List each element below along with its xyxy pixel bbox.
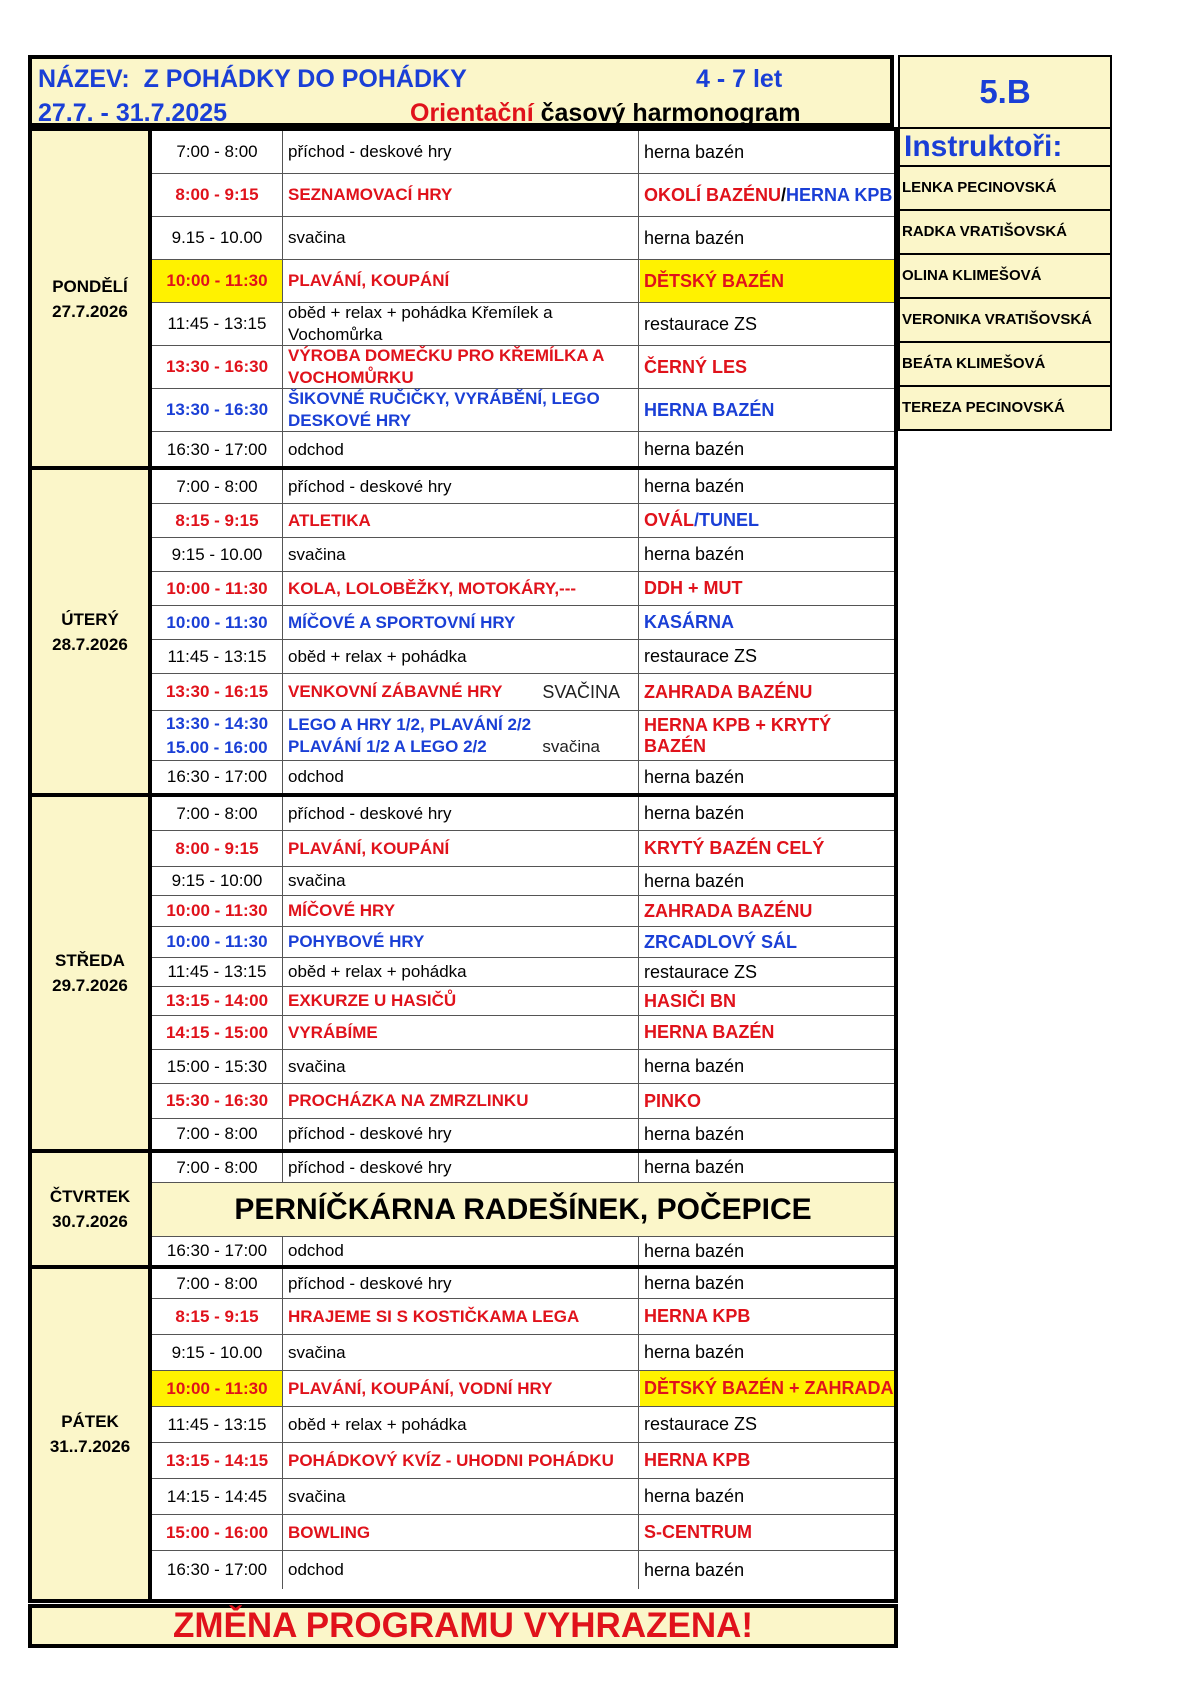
place-cell: restaurace ZS	[644, 313, 758, 334]
time-line: 13:30 - 14:30	[165, 713, 269, 733]
day-rows	[152, 131, 894, 466]
table-row	[152, 470, 894, 504]
activity-cell: příchod - deskové hry	[283, 1119, 639, 1149]
place-cell: herna bazén	[644, 1123, 745, 1144]
instructors-panel	[898, 55, 1112, 431]
day-name: STŘEDA	[55, 951, 125, 970]
instructor-name: BEÁTA KLIMEŠOVÁ	[898, 343, 1112, 387]
time-cell: 16:30 - 17:00	[152, 761, 283, 793]
table-row	[152, 711, 894, 761]
activity-cell: svačina	[283, 1050, 639, 1083]
table-row	[152, 346, 894, 389]
time-cell: 9:15 - 10:00	[152, 867, 283, 895]
table-row	[152, 572, 894, 606]
place-cell: herna bazén	[644, 227, 745, 248]
place-cell: herna bazén	[644, 544, 745, 564]
activity-cell: příchod - deskové hry	[283, 470, 639, 503]
time-cell: 7:00 - 8:00	[152, 470, 283, 503]
activity-cell: svačina	[283, 1335, 639, 1370]
activity-cell: svačina	[283, 538, 639, 571]
day-label	[32, 1153, 152, 1265]
activity-cell: svačina	[283, 1479, 639, 1514]
activity-cell: odchod	[283, 1551, 639, 1589]
place-cell: herna bazén	[644, 1273, 745, 1293]
snack-note: SVAČINA	[542, 682, 620, 702]
table-row	[152, 674, 894, 711]
table-row	[152, 987, 894, 1016]
age-range: 4 - 7 let	[696, 65, 783, 93]
place-cell: PINKO	[644, 1090, 702, 1111]
time-cell: 8:15 - 9:15	[152, 1299, 283, 1334]
place-cell: DĚTSKÝ BAZÉN + ZAHRADA	[640, 1371, 894, 1406]
place-part: OKOLÍ BAZÉNU	[644, 184, 781, 205]
day-block-thursday	[28, 1149, 898, 1269]
table-row	[152, 1443, 894, 1479]
activity-cell: MÍČOVÉ HRY	[283, 896, 639, 926]
time-cell: 16:30 - 17:00	[152, 1551, 283, 1589]
place-cell: restaurace ZS	[644, 646, 758, 666]
snack-note: svačina	[542, 737, 600, 756]
day-block-friday	[28, 1265, 898, 1603]
place-cell: restaurace ZS	[644, 1414, 758, 1434]
table-row	[152, 1084, 894, 1119]
time-cell: 14:15 - 15:00	[152, 1016, 283, 1049]
time-cell: 8:00 - 9:15	[152, 174, 283, 216]
table-row	[152, 1153, 894, 1183]
table-row	[152, 896, 894, 927]
place-cell: herna bazén	[644, 1486, 745, 1506]
time-cell: 9.15 - 10.00	[152, 217, 283, 259]
time-cell: 11:45 - 13:15	[152, 640, 283, 673]
day-name: ÚTERÝ	[61, 609, 119, 629]
place-cell: herna bazén	[644, 1240, 745, 1261]
table-row	[152, 1299, 894, 1335]
table-row	[152, 1119, 894, 1149]
activity-cell: ATLETIKA	[283, 504, 639, 537]
place-cell: HERNA BAZÉN	[644, 399, 775, 420]
activity-cell: PLAVÁNÍ, KOUPÁNÍ	[283, 831, 639, 866]
class-label: 5.B	[898, 55, 1112, 129]
activity-cell: odchod	[283, 432, 639, 467]
place-cell: ZRCADLOVÝ SÁL	[644, 931, 797, 952]
activity-cell: POHYBOVÉ HRY	[283, 927, 639, 957]
activity-cell: příchod - deskové hry	[283, 1153, 639, 1182]
time-cell: 13:30 - 16:30	[152, 346, 283, 388]
day-name: ČTVRTEK	[49, 1187, 131, 1206]
place-part: HERNA KPB	[786, 184, 893, 205]
time-cell: 14:15 - 14:45	[152, 1479, 283, 1514]
table-row	[152, 1407, 894, 1443]
activity-cell: KOLA, LOLOBĚŽKY, MOTOKÁRY,---	[283, 572, 639, 605]
instructors-heading: Instruktoři:	[898, 129, 1112, 167]
table-row	[152, 1335, 894, 1371]
time-cell: 8:15 - 9:15	[152, 504, 283, 537]
day-rows	[152, 470, 894, 793]
place-cell: herna bazén	[644, 1342, 745, 1362]
activity-cell: VYRÁBÍME	[283, 1016, 639, 1049]
time-line: 15.00 - 16:00	[166, 737, 268, 757]
activity-text: VENKOVNÍ ZÁBAVNÉ HRY	[288, 682, 503, 701]
activity-cell: svačina	[283, 867, 639, 895]
activity-cell: příchod - deskové hry	[283, 797, 639, 830]
table-row	[152, 504, 894, 538]
place-cell: ZAHRADA BAZÉNU	[644, 900, 813, 921]
place-cell: KRYTÝ BAZÉN CELÝ	[644, 838, 825, 858]
activity-cell: PLAVÁNÍ, KOUPÁNÍ, VODNÍ HRY	[283, 1371, 639, 1406]
place-cell	[640, 174, 894, 216]
activity-cell: POHÁDKOVÝ KVÍZ - UHODNI POHÁDKU	[283, 1443, 639, 1478]
place-separator: /	[694, 510, 700, 530]
table-row	[152, 1371, 894, 1407]
time-cell: 7:00 - 8:00	[152, 1119, 283, 1149]
instructor-name: RADKA VRATIŠOVSKÁ	[898, 211, 1112, 255]
place-cell: restaurace ZS	[644, 961, 758, 982]
activity-cell: BOWLING	[283, 1515, 639, 1550]
activity-line: LEGO A HRY 1/2, PLAVÁNÍ 2/2	[288, 714, 532, 734]
day-label	[32, 1269, 152, 1599]
day-label	[32, 470, 152, 793]
place-cell: herna bazén	[644, 476, 745, 496]
place-cell: KASÁRNA	[644, 612, 734, 632]
day-block-monday	[28, 127, 898, 470]
place-cell: ČERNÝ LES	[644, 356, 748, 377]
day-date: 31..7.2026	[49, 1437, 131, 1456]
place-part: OVÁL	[644, 510, 695, 530]
table-row	[152, 606, 894, 640]
place-cell: herna bazén	[644, 141, 745, 162]
activity-cell: EXKURZE U HASIČŮ	[283, 987, 639, 1015]
time-cell: 10:00 - 11:30	[152, 927, 283, 957]
place-cell: herna bazén	[644, 1056, 745, 1076]
time-cell: 13:30 - 16:30	[152, 389, 283, 431]
time-cell: 10:00 - 11:30	[152, 260, 283, 302]
table-row	[152, 538, 894, 572]
activity-cell: SEZNAMOVACÍ HRY	[283, 174, 639, 216]
table-row	[152, 1479, 894, 1515]
table-row	[152, 131, 894, 174]
time-cell: 15:30 - 16:30	[152, 1084, 283, 1118]
instructor-name: VERONIKA VRATIŠOVSKÁ	[898, 299, 1112, 343]
table-row	[152, 260, 894, 303]
table-row	[152, 797, 894, 831]
time-cell: 15:00 - 16:00	[152, 1515, 283, 1550]
time-cell: 16:30 - 17:00	[152, 432, 283, 467]
activity-cell: příchod - deskové hry	[283, 1269, 639, 1298]
time-cell: 7:00 - 8:00	[152, 131, 283, 173]
program-dates: 27.7. - 31.7.2025	[38, 99, 228, 127]
activity-cell: VÝROBA DOMEČKU PRO KŘEMÍLKA A VOCHOMŮRKU	[283, 346, 639, 388]
activity-cell: PLAVÁNÍ, KOUPÁNÍ	[283, 260, 639, 302]
time-cell: 8:00 - 9:15	[152, 831, 283, 866]
day-label	[32, 797, 152, 1149]
time-cell: 10:00 - 11:30	[152, 606, 283, 639]
time-cell: 10:00 - 11:30	[152, 572, 283, 605]
day-rows	[152, 1153, 894, 1265]
activity-cell: MÍČOVÉ A SPORTOVNÍ HRY	[283, 606, 639, 639]
time-cell: 11:45 - 13:15	[152, 1407, 283, 1442]
time-cell: 13:15 - 14:15	[152, 1443, 283, 1478]
table-row	[152, 389, 894, 432]
activity-cell	[283, 711, 639, 760]
time-cell: 9:15 - 10.00	[152, 538, 283, 571]
instructor-name: LENKA PECINOVSKÁ	[898, 167, 1112, 211]
day-date: 28.7.2026	[52, 634, 128, 654]
table-row	[152, 831, 894, 867]
time-cell: 10:00 - 11:30	[152, 896, 283, 926]
place-cell: herna bazén	[644, 803, 745, 823]
table-row	[152, 640, 894, 674]
time-cell: 11:45 - 13:15	[152, 303, 283, 345]
place-cell: DĚTSKÝ BAZÉN	[640, 260, 894, 302]
time-cell: 7:00 - 8:00	[152, 1269, 283, 1298]
time-cell: 7:00 - 8:00	[152, 1153, 283, 1182]
table-row	[152, 1551, 894, 1589]
day-rows	[152, 797, 894, 1149]
place-cell: herna bazén	[644, 439, 745, 459]
day-name: PÁTEK	[61, 1412, 119, 1431]
time-cell: 15:00 - 15:30	[152, 1050, 283, 1083]
table-row	[152, 1515, 894, 1551]
subtitle-red: Orientační	[410, 99, 534, 127]
table-row	[152, 1050, 894, 1084]
day-block-tuesday	[28, 466, 898, 797]
table-row	[152, 1269, 894, 1299]
activity-line: PLAVÁNÍ 1/2 A LEGO 2/2	[288, 736, 487, 756]
activity-cell: příchod - deskové hry	[283, 131, 639, 173]
place-cell: HASIČI BN	[644, 990, 737, 1011]
activity-cell: PROCHÁZKA NA ZMRZLINKU	[283, 1084, 639, 1118]
time-cell: 11:45 - 13:15	[152, 958, 283, 986]
program-title: NÁZEV: Z POHÁDKY DO POHÁDKY	[38, 65, 467, 93]
time-cell: 9:15 - 10.00	[152, 1335, 283, 1370]
place-cell	[640, 504, 894, 537]
day-block-wednesday	[28, 793, 898, 1153]
place-cell: ZAHRADA BAZÉNU	[644, 681, 813, 702]
time-cell: 13:15 - 14:00	[152, 987, 283, 1015]
activity-cell: oběd + relax + pohádka	[283, 640, 639, 673]
activity-cell: oběd + relax + pohádka	[283, 1407, 639, 1442]
place-separator: /	[781, 184, 787, 205]
time-cell: 13:30 - 16:15	[152, 674, 283, 710]
activity-cell: odchod	[283, 1237, 639, 1265]
activity-cell: HRAJEME SI S KOSTIČKAMA LEGA	[283, 1299, 639, 1334]
place-cell: HERNA KPB	[644, 1450, 751, 1470]
activity-cell: ŠIKOVNÉ RUČIČKY, VYRÁBĚNÍ, LEGO DESKOVÉ HRY	[283, 389, 639, 431]
table-row	[152, 761, 894, 793]
place-cell: herna bazén	[644, 870, 745, 891]
instructor-name: TEREZA PECINOVSKÁ	[898, 387, 1112, 431]
instructor-name: OLINA KLIMEŠOVÁ	[898, 255, 1112, 299]
place-cell: herna bazén	[644, 1157, 745, 1177]
place-cell: herna bazén	[644, 1559, 745, 1580]
time-cell: 7:00 - 8:00	[152, 797, 283, 830]
place-part: TUNEL	[699, 510, 760, 530]
table-row	[152, 958, 894, 987]
time-cell	[152, 711, 283, 760]
subtitle-black: časový harmonogram	[533, 99, 801, 127]
day-name: PONDĚLÍ	[52, 276, 128, 296]
activity-cell	[283, 674, 639, 710]
table-row	[152, 1016, 894, 1050]
table-row	[152, 1237, 894, 1265]
place-cell: HERNA BAZÉN	[644, 1022, 775, 1042]
place-cell: S-CENTRUM	[644, 1522, 752, 1542]
table-row	[152, 867, 894, 896]
table-row	[152, 927, 894, 958]
schedule-subtitle	[410, 99, 800, 128]
change-notice: ZMĚNA PROGRAMU VYHRAZENA!	[28, 1604, 898, 1648]
place-cell: herna bazén	[644, 766, 745, 787]
time-cell: 10:00 - 11:30	[152, 1371, 283, 1406]
place-cell: DDH + MUT	[644, 578, 743, 598]
table-row	[152, 217, 894, 260]
day-date: 27.7.2026	[52, 301, 128, 321]
day-date: 29.7.2026	[52, 976, 128, 995]
table-row	[152, 432, 894, 467]
table-row	[152, 174, 894, 217]
day-rows	[152, 1269, 894, 1599]
place-cell: HERNA KPB	[644, 1306, 751, 1326]
time-cell: 16:30 - 17:00	[152, 1237, 283, 1265]
activity-cell: odchod	[283, 761, 639, 793]
place-cell: HERNA KPB + KRYTÝ BAZÉN	[644, 714, 832, 756]
activity-cell: oběd + relax + pohádka	[283, 958, 639, 986]
day-date: 30.7.2026	[52, 1212, 128, 1231]
trip-banner: PERNÍČKÁRNA RADEŠÍNEK, POČEPICE	[152, 1183, 894, 1237]
activity-cell: svačina	[283, 217, 639, 259]
activity-cell: oběd + relax + pohádka Křemílek a Vochomůrka	[283, 303, 639, 345]
day-label	[32, 131, 152, 466]
table-row	[152, 303, 894, 346]
schedule-header	[28, 55, 894, 127]
